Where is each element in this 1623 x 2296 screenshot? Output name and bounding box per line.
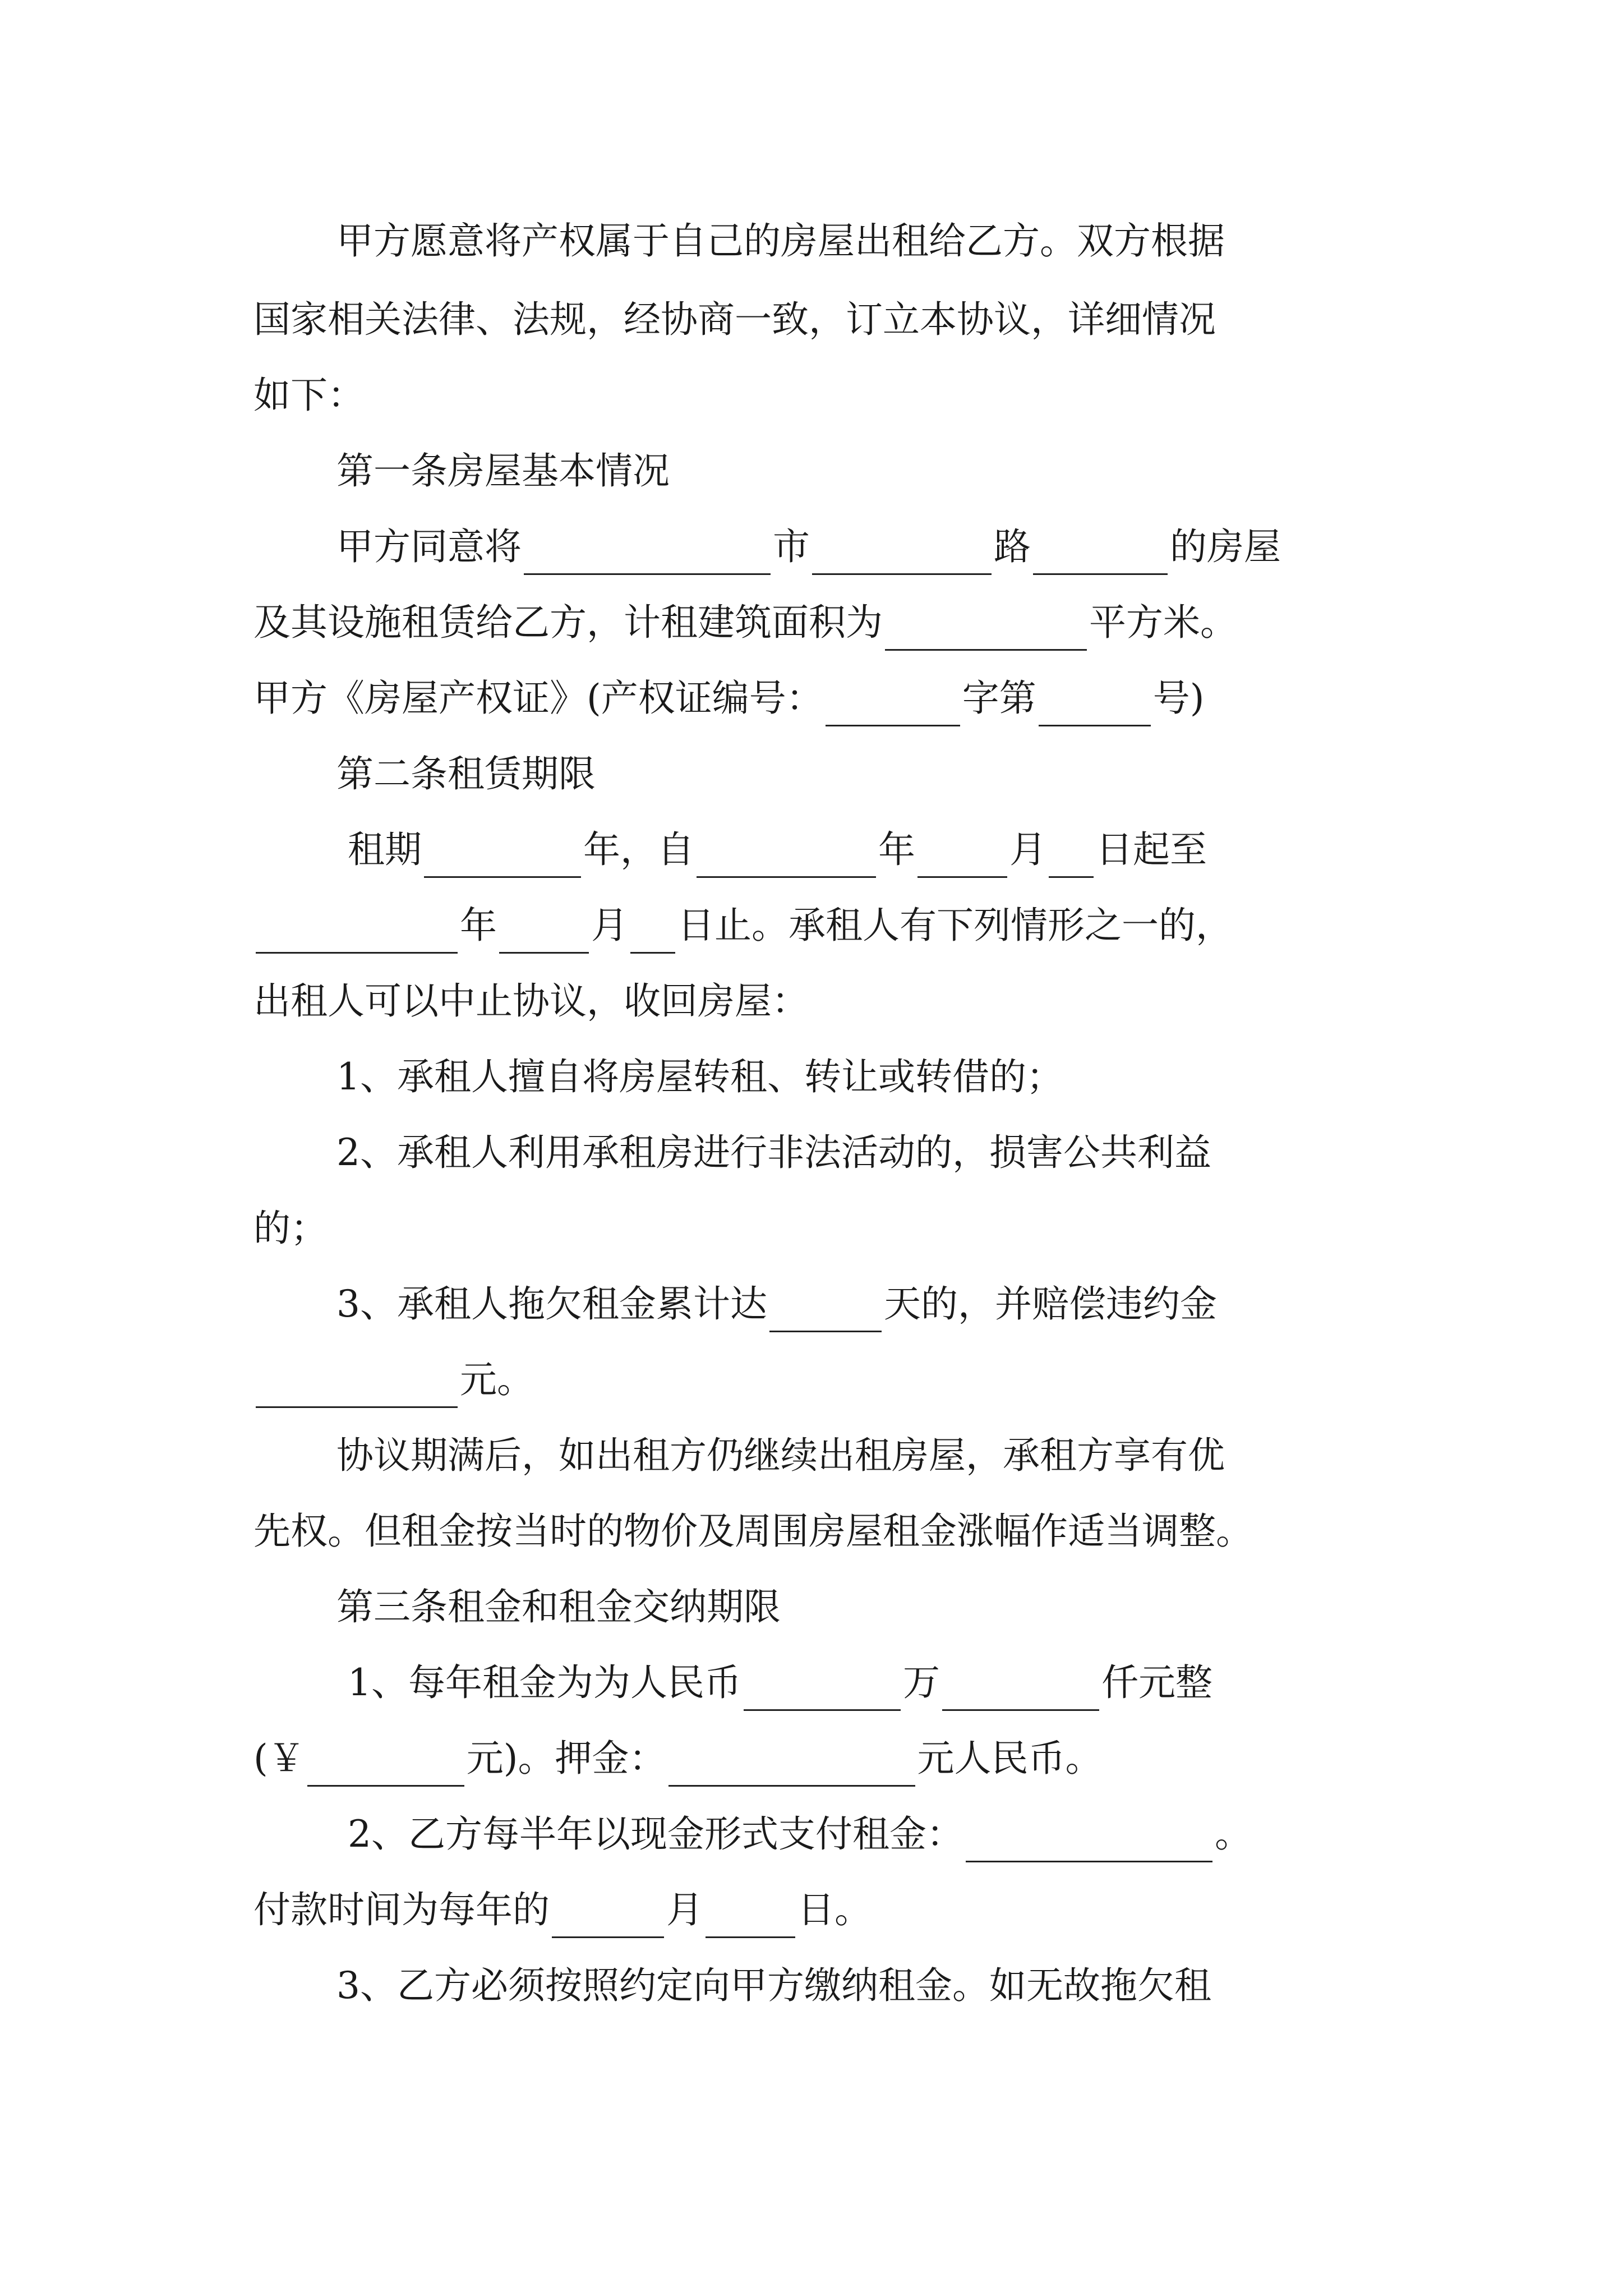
list-item-2 — [336, 1125, 1211, 1181]
paragraph-line — [253, 973, 809, 1029]
list-item-1 — [336, 1049, 1063, 1105]
text-span: 。 — [1215, 1812, 1252, 1856]
road-blank — [812, 537, 992, 575]
text-span: 路 — [994, 525, 1031, 568]
text-span: 元)。押金： — [466, 1737, 666, 1780]
paragraph-line — [253, 1503, 1253, 1559]
payment-day-blank — [706, 1901, 795, 1938]
text-span: 平方米。 — [1089, 601, 1237, 644]
heading-text: 第二条租赁期限 — [336, 752, 596, 795]
paragraph-line-3 — [253, 367, 365, 424]
section-heading-2 — [336, 746, 596, 802]
heading-text: 第一条房屋基本情况 — [336, 449, 670, 493]
list-item-2-continued — [253, 1200, 328, 1257]
text-span: 的； — [253, 1207, 328, 1250]
list-item-3 — [336, 1276, 1217, 1332]
text-span: 1、每年租金为为人民币 — [348, 1661, 741, 1704]
rent-wan-blank — [744, 1673, 901, 1711]
heading-text: 第三条租金和租金交纳期限 — [336, 1585, 781, 1628]
text-span: 年 — [878, 828, 915, 871]
term-years-blank — [424, 840, 581, 878]
clause-line-payment-date — [253, 1882, 872, 1938]
text-span: 年，自 — [583, 828, 694, 871]
penalty-blank — [256, 1370, 458, 1408]
text-span: 字第 — [962, 677, 1036, 720]
area-blank — [885, 613, 1087, 651]
start-day-blank — [1049, 840, 1094, 878]
start-year-blank — [697, 840, 876, 878]
paragraph-line-2 — [253, 292, 1216, 348]
overdue-days-blank — [769, 1295, 882, 1332]
section-heading-3 — [336, 1579, 781, 1635]
text-span: 日止。承租人有下列情形之一的， — [677, 904, 1233, 947]
payment-blank — [966, 1825, 1212, 1862]
text-span: 元。 — [460, 1358, 534, 1401]
text-span: 2、承租人利用承租房进行非法活动的，损害公共利益 — [336, 1131, 1211, 1174]
text-span: 的房屋 — [1170, 525, 1281, 568]
text-span: 月 — [666, 1888, 703, 1931]
text-span: 及其设施租赁给乙方，计租建筑面积为 — [253, 601, 883, 644]
text-span: (￥ — [253, 1737, 305, 1780]
text-span: 甲方《房屋产权证》(产权证编号： — [253, 677, 823, 720]
text-span: 日起至 — [1096, 828, 1207, 871]
clause-line-certificate — [253, 670, 1205, 726]
end-year-blank — [256, 916, 458, 954]
text-span: 国家相关法律、法规，经协商一致，订立本协议，详细情况 — [253, 298, 1216, 341]
clause-line-term — [348, 822, 1207, 878]
deposit-blank — [668, 1749, 915, 1787]
text-span: 协议期满后，如出租方仍继续出租房屋，承租方享有优 — [336, 1434, 1225, 1477]
start-month-blank — [917, 840, 1007, 878]
certificate-number-blank — [1039, 689, 1151, 726]
text-span: 万 — [903, 1661, 940, 1704]
clause-line-deposit — [253, 1731, 1103, 1787]
paragraph-line — [336, 1428, 1225, 1484]
text-span: 仟元整 — [1101, 1661, 1212, 1704]
text-span: 先权。但租金按当时的物价及周围房屋租金涨幅作适当调整。 — [253, 1510, 1253, 1553]
end-month-blank — [499, 916, 589, 954]
clause-line-payment — [348, 1806, 1252, 1862]
payment-month-blank — [552, 1901, 664, 1938]
text-span: 甲方同意将 — [336, 525, 522, 568]
paragraph-line — [336, 1958, 1211, 2014]
clause-line-area — [253, 595, 1237, 651]
number-blank — [1033, 537, 1168, 575]
paragraph-line-1 — [336, 213, 1225, 269]
text-span: 甲方愿意将产权属于自己的房屋出租给乙方。双方根据 — [336, 219, 1225, 263]
text-span: 2、乙方每半年以现金形式支付租金： — [348, 1812, 963, 1856]
clause-line-term-end — [253, 898, 1233, 954]
section-heading-1 — [336, 443, 670, 499]
rent-amount-blank — [307, 1749, 464, 1787]
list-item-3-continued — [253, 1352, 534, 1408]
end-day-blank — [630, 916, 675, 954]
text-span: 天的，并赔偿违约金 — [884, 1282, 1217, 1326]
text-span: 3、承租人拖欠租金累计达 — [336, 1282, 767, 1326]
text-span: 租期 — [348, 828, 422, 871]
text-span: 月 — [591, 904, 628, 947]
text-span: 1、承租人擅自将房屋转租、转让或转借的； — [336, 1055, 1063, 1098]
rent-qian-blank — [942, 1673, 1099, 1711]
text-span: 市 — [773, 525, 810, 568]
text-span: 付款时间为每年的 — [253, 1888, 550, 1931]
text-span: 日。 — [797, 1888, 872, 1931]
text-span: 号) — [1152, 677, 1205, 720]
text-span: 如下： — [253, 374, 365, 417]
clause-line-house-location — [336, 519, 1281, 575]
text-span: 出租人可以中止协议，收回房屋： — [253, 979, 809, 1023]
text-span: 年 — [460, 904, 497, 947]
text-span: 元人民币。 — [917, 1737, 1103, 1780]
text-span: 月 — [1009, 828, 1046, 871]
text-span: 3、乙方必须按照约定向甲方缴纳租金。如无故拖欠租 — [336, 1964, 1211, 2007]
certificate-prefix-blank — [826, 689, 960, 726]
clause-line-rent — [348, 1655, 1212, 1711]
city-blank — [524, 537, 771, 575]
